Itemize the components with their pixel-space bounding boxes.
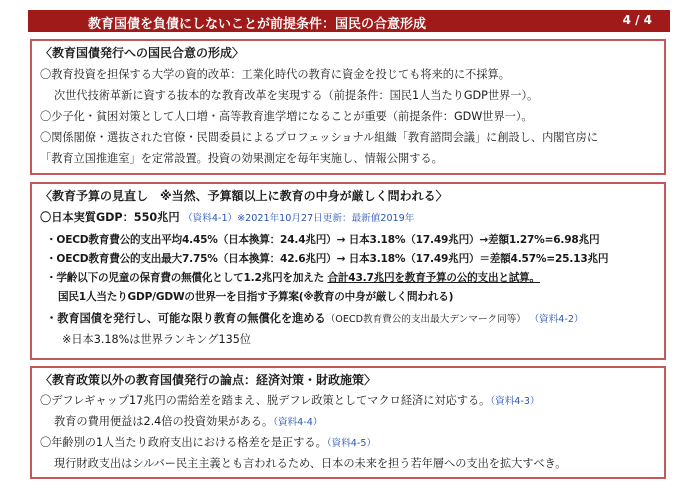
paragraph-line: 「教育立国推進室」を定常設置。投資の効果測定を毎年実施し、情報公開する。 <box>40 152 443 165</box>
paragraph-line <box>40 435 376 453</box>
paragraph-line <box>54 414 322 432</box>
ranking-note: ※日本3.18%は世界ランキング135位 <box>62 333 251 346</box>
bullet-line: ・OECD教育費公的支出平均4.45%（日本換算：24.4兆円）→ 日本3.18%（17.49兆円）→差額1.27%=6.98兆円 <box>46 234 600 246</box>
bullet-text: ・教育国債を発行し、可能な限り教育の無償化を進める <box>46 312 326 325</box>
paragraph-line <box>40 393 540 411</box>
paragraph-text: 教育の費用便益は2.4倍の投資効果がある。 <box>54 415 274 428</box>
slide-header <box>28 10 670 32</box>
reference-link[interactable]: （資料4-5） <box>326 438 377 449</box>
bullet-note: （OECD教育費公的支出最大デンマーク同等） <box>325 314 526 325</box>
bullet-line: ・OECD教育費公的支出最大7.75%（日本換算：42.6兆円）→ 日本3.18%（17.49兆円）＝差額4.57%=25.13兆円 <box>46 253 609 265</box>
slide-title: 教育国債を負債にしないことが前提条件：国民の合意形成 <box>88 17 427 32</box>
bullet-continuation: 国民1人当たりGDP/GDWの世界一を目指す予算案(※教育の中身が厳しく問われる) <box>58 291 454 303</box>
section-title: 〈教育政策以外の教育国債発行の論点：経済対策・財政施策〉 <box>40 373 377 387</box>
bullet-line <box>46 270 540 287</box>
paragraph-line: 〇少子化・貧困対策として人口増・高等教育進学増になることが重要（前提条件：GDW世界一）。 <box>40 110 533 123</box>
reference-link[interactable]: （資料4-2） <box>529 314 584 325</box>
bullet-line <box>46 311 584 329</box>
paragraph-line: 現行財政支出はシルバー民主主義とも言われるため、日本の未来を担う若年層への支出を拡大すべき。 <box>54 457 567 470</box>
section-title: 〈教育予算の見直し ※当然、予算額以上に教育の中身が厳しく問われる〉 <box>40 189 448 203</box>
paragraph-text: 〇デフレギャップ17兆円の需給差を踏まえ、脱デフレ政策としてマクロ経済に対応する。 <box>40 394 491 407</box>
paragraph-line: 〇関係閣僚・選抜された官僚・民間委員によるプロフェッショナル組織「教育諮問会議」に創設し、内閣官房に <box>40 131 599 144</box>
underlined-total: 合計43.7兆円を教育予算の公的支出と試算。 <box>327 272 540 284</box>
paragraph-line: 次世代技術革新に資する抜本的な教育改革を実現する（前提条件：国民1人当たりGDP世界一）。 <box>54 89 539 102</box>
gdp-label: 〇日本実質GDP：550兆円 <box>40 211 180 224</box>
section-budget-box <box>30 182 666 360</box>
section-title: 〈教育国債発行への国民合意の形成〉 <box>40 46 245 60</box>
paragraph-text: 〇年齢別の1人当たり政府支出における格差を是正する。 <box>40 436 327 449</box>
section-consensus-box <box>30 39 666 175</box>
reference-link[interactable]: （資料4-3） <box>490 396 540 407</box>
reference-link[interactable]: （資料4-1）※2021年10月27日更新：最新値2019年 <box>183 213 415 224</box>
gdp-line <box>40 210 414 228</box>
reference-link[interactable]: （資料4-4） <box>273 417 323 428</box>
bullet-text: ・学齢以下の児童の保育費の無償化として1.2兆円を加えた <box>46 272 328 284</box>
section-economic-box <box>30 366 666 479</box>
page-number: 4 / 4 <box>622 13 652 27</box>
paragraph-line: 〇教育投資を担保する大学の資的改革：工業化時代の教育に資金を投じても将来的に不採算。 <box>40 68 510 81</box>
